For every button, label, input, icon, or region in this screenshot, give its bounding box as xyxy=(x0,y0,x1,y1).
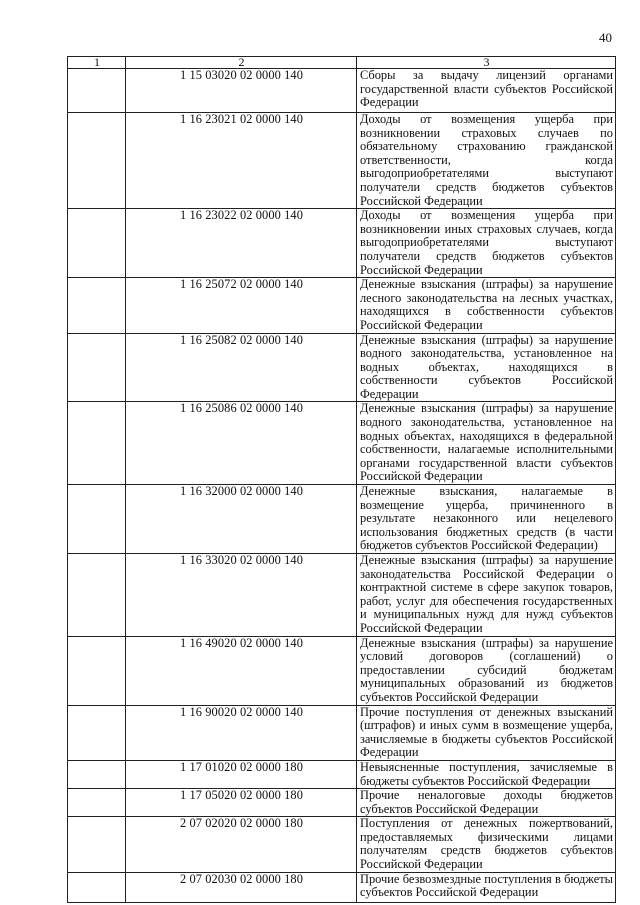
table-body xyxy=(68,69,616,903)
table-row xyxy=(68,69,616,113)
table-row xyxy=(68,817,616,872)
table-row xyxy=(68,485,616,554)
row-number-cell xyxy=(68,705,126,760)
row-number-cell xyxy=(68,554,126,637)
table-row xyxy=(68,872,616,902)
budget-code-cell: 1 17 01020 02 0000 180 xyxy=(126,760,357,788)
revenue-codes-table xyxy=(67,56,616,903)
revenue-description-cell: Денежные взыскания (штрафы) за нарушение водного законодательства, установленное на водных объектах, находящихся в федеральной собственности, налагаемые исполнительными органами государственной власти субъектов Российской Федерации xyxy=(357,402,616,485)
row-number-cell xyxy=(68,113,126,209)
revenue-description-cell: Прочие безвозмездные поступления в бюджеты субъектов Российской Федерации xyxy=(357,872,616,902)
budget-code-cell: 1 16 90020 02 0000 140 xyxy=(126,705,357,760)
table-row xyxy=(68,789,616,817)
revenue-description-cell: Сборы за выдачу лицензий органами государственной власти субъектов Российской Федерации xyxy=(357,69,616,113)
budget-code-cell: 1 16 25086 02 0000 140 xyxy=(126,402,357,485)
table-row xyxy=(68,705,616,760)
row-number-cell xyxy=(68,817,126,872)
revenue-description-cell: Прочие неналоговые доходы бюджетов субъектов Российской Федерации xyxy=(357,789,616,817)
row-number-cell xyxy=(68,69,126,113)
budget-code-cell: 1 16 23022 02 0000 140 xyxy=(126,209,357,278)
budget-code-cell: 1 16 49020 02 0000 140 xyxy=(126,636,357,705)
column-3-header: 3 xyxy=(357,57,616,69)
table-row xyxy=(68,209,616,278)
column-2-header: 2 xyxy=(126,57,357,69)
table-row xyxy=(68,760,616,788)
revenue-description-cell: Денежные взыскания (штрафы) за нарушение водного законодательства, установленное на водных объектах, находящихся в собственности субъектов Российской Федерации xyxy=(357,333,616,402)
row-number-cell xyxy=(68,789,126,817)
revenue-description-cell: Денежные взыскания (штрафы) за нарушение лесного законодательства на лесных участках, находящихся в собственности субъектов Российской Федерации xyxy=(357,278,616,333)
table-row xyxy=(68,278,616,333)
budget-code-cell: 2 07 02030 02 0000 180 xyxy=(126,872,357,902)
revenue-description-cell: Поступления от денежных пожертвований, предоставляемых физическими лицами получателям средств бюджетов субъектов Российской Федерации xyxy=(357,817,616,872)
table-row xyxy=(68,333,616,402)
revenue-description-cell: Невыясненные поступления, зачисляемые в бюджеты субъектов Российской Федерации xyxy=(357,760,616,788)
budget-code-cell: 1 16 23021 02 0000 140 xyxy=(126,113,357,209)
row-number-cell xyxy=(68,760,126,788)
revenue-description-cell: Денежные взыскания, налагаемые в возмещение ущерба, причиненного в результате незаконного или нецелевого использования бюджетных средств (в части бюджетов субъектов Российской Федерации) xyxy=(357,485,616,554)
revenue-description-cell: Прочие поступления от денежных взысканий (штрафов) и иных сумм в возмещение ущерба, зачисляемые в бюджеты субъектов Российской Федерации xyxy=(357,705,616,760)
column-1-header: 1 xyxy=(68,57,126,69)
row-number-cell xyxy=(68,872,126,902)
row-number-cell xyxy=(68,636,126,705)
table-row xyxy=(68,636,616,705)
revenue-description-cell: Денежные взыскания (штрафы) за нарушение законодательства Российской Федерации о контрактной системе в сфере закупок товаров, работ, услуг для обеспечения государственных и муниципальных нужд для нужд субъектов Российской Федерации xyxy=(357,554,616,637)
table-row xyxy=(68,402,616,485)
budget-code-cell: 1 16 25082 02 0000 140 xyxy=(126,333,357,402)
row-number-cell xyxy=(68,333,126,402)
budget-code-cell: 2 07 02020 02 0000 180 xyxy=(126,817,357,872)
table-row xyxy=(68,554,616,637)
revenue-description-cell: Доходы от возмещения ущерба при возникновении иных страховых случаев, когда выгодоприобретателями выступают получатели средств бюджетов субъектов Российской Федерации xyxy=(357,209,616,278)
row-number-cell xyxy=(68,278,126,333)
revenue-description-cell: Доходы от возмещения ущерба при возникновении страховых случаев по обязательному страхованию гражданской ответственности, когда выгодоприобретателями выступают получатели средств бюджетов субъектов Российской Федерации xyxy=(357,113,616,209)
budget-code-cell: 1 16 33020 02 0000 140 xyxy=(126,554,357,637)
table-row xyxy=(68,113,616,209)
budget-code-cell: 1 16 32000 02 0000 140 xyxy=(126,485,357,554)
budget-code-cell: 1 16 25072 02 0000 140 xyxy=(126,278,357,333)
row-number-cell xyxy=(68,402,126,485)
row-number-cell xyxy=(68,209,126,278)
row-number-cell xyxy=(68,485,126,554)
table-header-row xyxy=(68,57,616,69)
page-number: 40 xyxy=(599,30,612,45)
revenue-description-cell: Денежные взыскания (штрафы) за нарушение условий договоров (соглашений) о предоставлении субсидий бюджетам муниципальных образований из бюджетов субъектов Российской Федерации xyxy=(357,636,616,705)
budget-code-cell: 1 17 05020 02 0000 180 xyxy=(126,789,357,817)
budget-code-cell: 1 15 03020 02 0000 140 xyxy=(126,69,357,113)
